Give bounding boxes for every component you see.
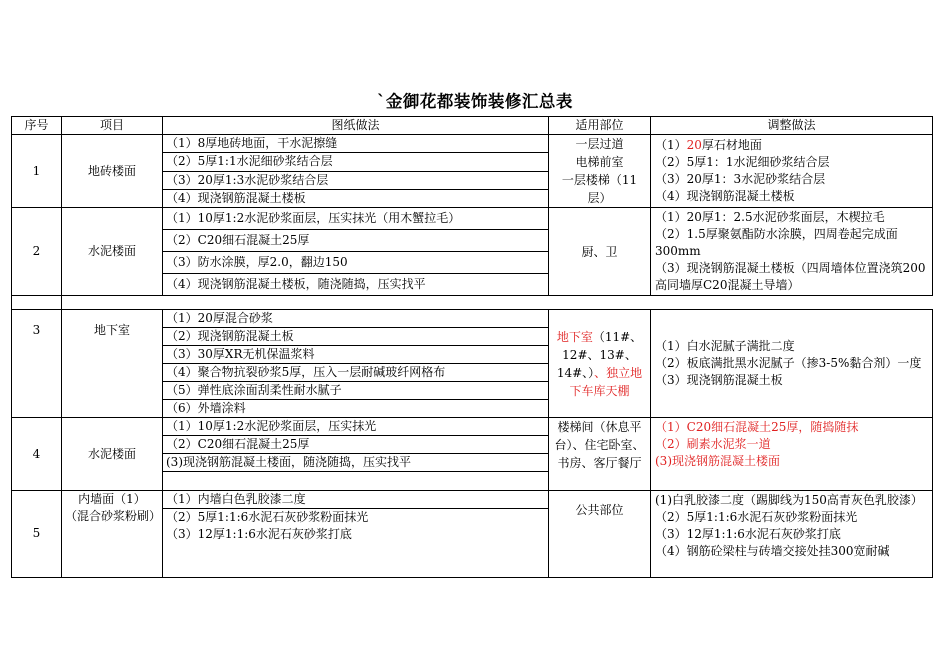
adjust-line: (3)现浇钢筋混凝土楼面 <box>655 454 780 468</box>
row-adjust <box>651 135 933 208</box>
drawing-step: （2）现浇钢筋混凝土板 <box>163 328 549 346</box>
drawing-step: （3）20厚1:3水泥砂浆结合层 <box>163 171 549 189</box>
adjust-rest: 厚石材地面 <box>701 138 762 152</box>
adjust-line: （1）白水泥腻子满批二度 <box>655 339 795 353</box>
adjust-line: （1）20厚1：2.5水泥砂浆面层，木楔拉毛 <box>655 210 885 224</box>
adjust-line: （2）1.5厚聚氨酯防水涂膜，四周卷起完成面300mm <box>655 227 898 258</box>
drawing-step: （3）12厚1:1:6水泥石灰砂浆打底 <box>163 526 549 543</box>
header-location: 适用部位 <box>549 117 651 135</box>
location-line: 电梯前室 <box>575 155 624 169</box>
location-text: （11#、12#、13#、14#、） <box>556 329 643 380</box>
header-no: 序号 <box>12 117 62 135</box>
adjust-line: （2）刷素水泥浆一道 <box>655 437 771 451</box>
table-row <box>12 491 933 509</box>
adjust-prefix: （1） <box>655 138 687 152</box>
drawing-step: （1）10厚1:2水泥砂浆面层，压实抹光 <box>163 418 549 436</box>
row-number: 5 <box>12 491 62 578</box>
adjust-line: （4）钢筋砼梁柱与砖墙交接处挂300宽耐碱 <box>655 544 890 558</box>
row-adjust <box>651 491 933 578</box>
drawing-step: （1）20厚混合砂浆 <box>163 310 549 328</box>
row-number: 1 <box>12 135 62 208</box>
row-location <box>549 208 651 296</box>
row-number: 3 <box>12 310 62 418</box>
summary-table <box>11 116 933 578</box>
row-location <box>549 135 651 208</box>
drawing-step: (3)现浇钢筋混凝土楼面，随浇随捣，压实找平 <box>163 454 549 472</box>
adjust-line: （3）现浇钢筋混凝土板 <box>655 373 783 387</box>
header-adjust: 调整做法 <box>651 117 933 135</box>
row-item: 地砖楼面 <box>62 135 163 208</box>
row-item: 水泥楼面 <box>62 208 163 296</box>
adjust-line: （1）C20细石混凝土25厚，随捣随抹 <box>655 420 859 434</box>
adjust-line: （3）现浇钢筋混凝土楼板（四周墙体位置浇筑200高同墙厚C20混凝土导墙） <box>655 261 926 292</box>
row-item: 地下室 <box>62 310 163 418</box>
drawing-spacer <box>163 543 549 560</box>
row-adjust <box>651 310 933 418</box>
location-line: 厨、卫 <box>581 244 618 259</box>
table-row <box>12 418 933 436</box>
document-title: `金御花都装饰装修汇总表 <box>377 92 573 111</box>
adjust-line: （4）现浇钢筋混凝土楼板 <box>655 189 795 203</box>
drawing-step: （5）弹性底涂面刮柔性耐水腻子 <box>163 382 549 400</box>
drawing-step: （3）30厚XR无机保温浆料 <box>163 346 549 364</box>
row-item: 水泥楼面 <box>62 418 163 491</box>
row-adjust <box>651 418 933 491</box>
drawing-step: （6）外墙涂料 <box>163 400 549 418</box>
drawing-step: （2）C20细石混凝土25厚 <box>163 230 549 252</box>
adjust-line: （3）20厚1：3水泥砂浆结合层 <box>655 172 826 186</box>
adjust-highlight: 20 <box>686 138 702 152</box>
location-highlight: 、独立地下车库天棚 <box>569 365 643 398</box>
header-drawing: 图纸做法 <box>163 117 549 135</box>
adjust-line: （2）5厚1:1:6水泥石灰砂浆粉面抹光 <box>655 510 858 524</box>
row-location: 楼梯间（休息平台）、住宅卧室、书房、客厅餐厅 <box>549 418 651 491</box>
item-line: 内墙面（1） <box>78 492 146 506</box>
adjust-line: （2）5厚1：1水泥细砂浆结合层 <box>655 155 830 169</box>
drawing-step: （1）8厚地砖地面，干水泥擦缝 <box>163 135 549 153</box>
adjust-line: （2）板底满批黑水泥腻子（掺3-5%黏合剂）一度 <box>655 356 922 370</box>
header-item: 项目 <box>62 117 163 135</box>
adjust-line: (1)白乳胶漆二度（踢脚线为150高青灰色乳胶漆） <box>655 493 923 507</box>
row-location: 公共部位 <box>549 491 651 578</box>
table-header-row <box>12 117 933 135</box>
location-line: 一层楼梯（11层） <box>561 173 638 205</box>
drawing-step: （1）10厚1:2水泥砂浆面层，压实抹光（用木蟹拉毛） <box>163 208 549 230</box>
drawing-step: （3）防水涂膜，厚2.0，翻边150 <box>163 252 549 274</box>
table-row <box>12 135 933 153</box>
drawing-step: （4）聚合物抗裂砂浆5厚，压入一层耐碱玻纤网格布 <box>163 364 549 382</box>
row-adjust <box>651 208 933 296</box>
drawing-step: （2）5厚1:1:6水泥石灰砂浆粉面抹光 <box>163 509 549 527</box>
location-highlight: 地下室 <box>556 329 593 344</box>
adjust-line: （3）12厚1:1:6水泥石灰砂浆打底 <box>655 527 841 541</box>
spacer-row <box>12 296 933 310</box>
row-location <box>549 310 651 418</box>
drawing-step: （4）现浇钢筋混凝土楼板，随浇随捣，压实找平 <box>163 274 549 296</box>
adjust-line <box>655 137 928 154</box>
drawing-step: （2）C20细石混凝土25厚 <box>163 436 549 454</box>
row-number: 4 <box>12 418 62 491</box>
location-line: 一层过道 <box>575 137 624 151</box>
table-row <box>12 310 933 328</box>
drawing-step: （1）内墙白色乳胶漆二度 <box>163 491 549 509</box>
table-row <box>12 208 933 230</box>
drawing-spacer <box>12 296 62 310</box>
row-item <box>62 491 163 578</box>
drawing-step: （2）5厚1:1水泥细砂浆结合层 <box>163 153 549 171</box>
drawing-step: （4）现浇钢筋混凝土楼板 <box>163 189 549 207</box>
item-line: （混合砂浆粉刷） <box>65 509 162 523</box>
row-number: 2 <box>12 208 62 296</box>
drawing-spacer <box>163 560 549 577</box>
drawing-spacer <box>163 472 549 491</box>
